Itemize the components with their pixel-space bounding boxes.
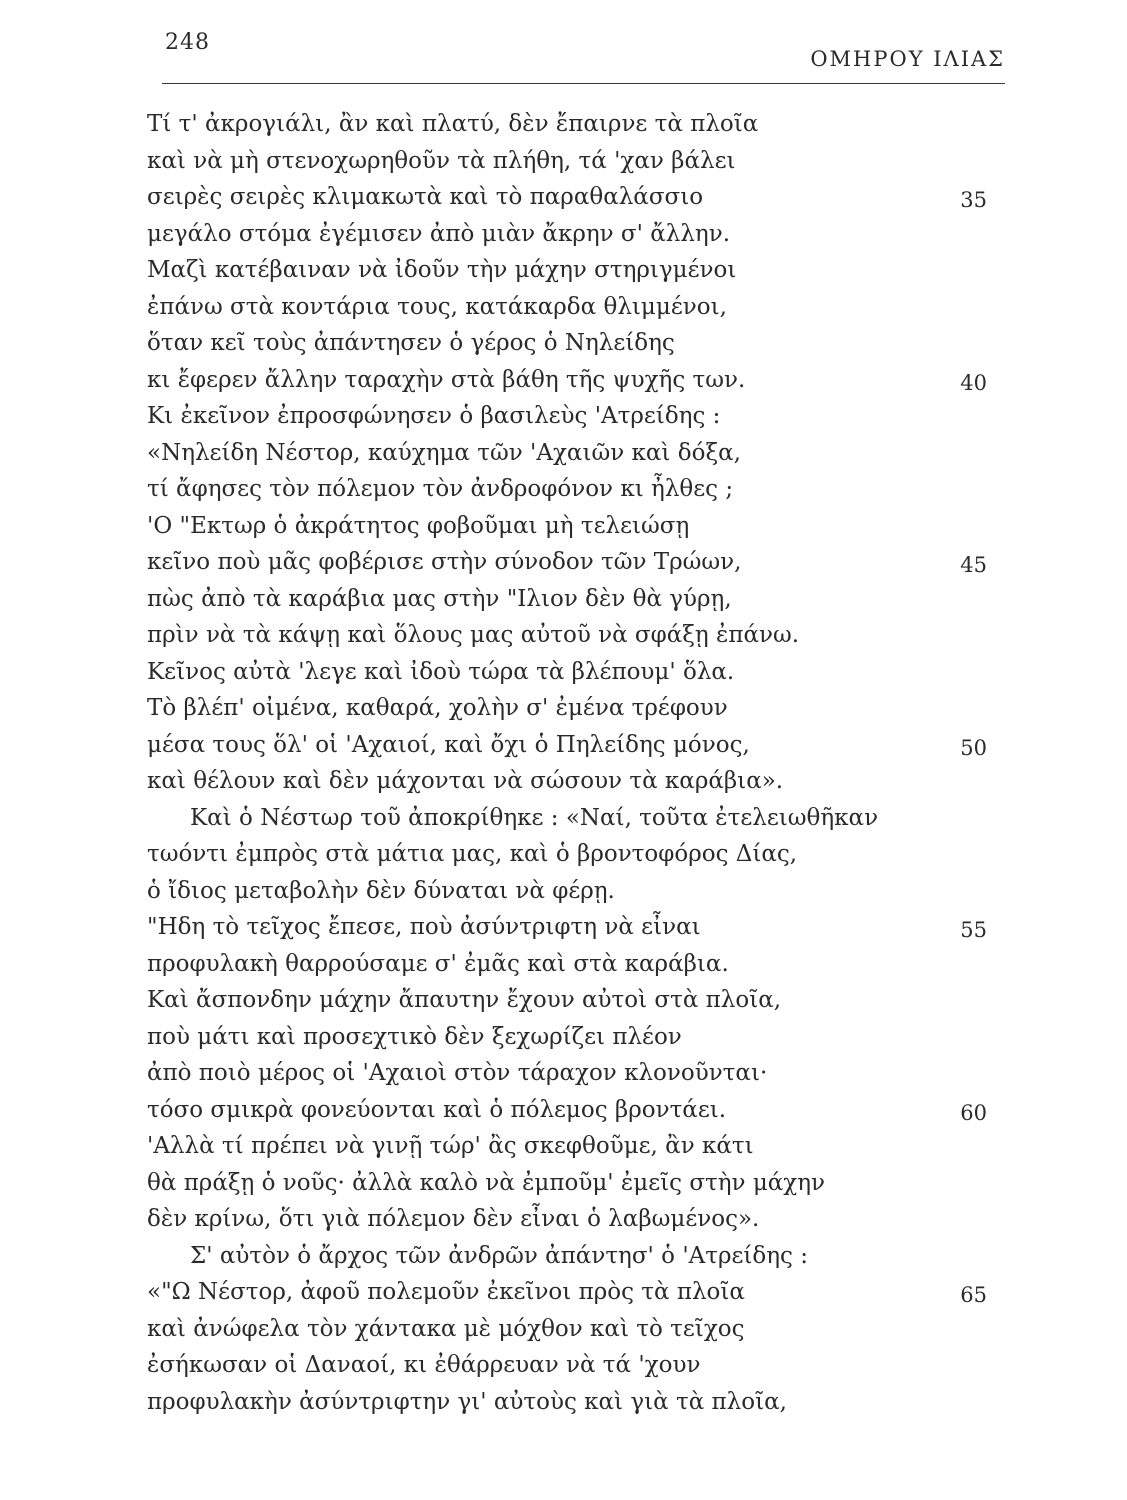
poem-line: [0, 324, 1127, 361]
verse-text: Μαζὶ κατέβαιναν νὰ ἰδοῦν τὴν μάχην στηριγμένοι: [147, 257, 737, 283]
poem-line: [0, 1237, 1127, 1274]
verse-text: 'Ο "Εκτωρ ὁ ἀκράτητος φοβοῦμαι μὴ τελειώσῃ: [147, 512, 690, 539]
poem-line: [0, 1346, 1127, 1383]
verse-text: μέσα τους ὅλ' οἱ 'Αχαιοί, καὶ ὄχι ὁ Πηλείδης μόνος,: [147, 731, 750, 758]
verse-text: προφυλακὴ θαρρούσαμε σ' ἐμᾶς καὶ στὰ καράβια.: [147, 950, 729, 977]
verse-text: Καὶ ἄσπονδην μάχην ἄπαυτην ἔχουν αὐτοὶ στὰ πλοῖα,: [147, 987, 782, 1013]
poem-line: [0, 1054, 1127, 1091]
poem-line: [0, 689, 1127, 726]
verse-text: Τί τ' ἀκρογιάλι, ἂν καὶ πλατύ, δὲν ἔπαιρνε τὰ πλοῖα: [147, 111, 759, 137]
verse-text: Τὸ βλέπ' οἰμένα, καθαρά, χολὴν σ' ἐμένα τρέφουν: [147, 695, 728, 721]
poem-line: [0, 1091, 1127, 1128]
verse-text: ποὺ μάτι καὶ προσεχτικὸ δὲν ξεχωρίζει πλέον: [147, 1023, 682, 1050]
poem-line: [0, 1273, 1127, 1310]
verse-text: κι ἔφερεν ἄλλην ταραχὴν στὰ βάθη τῆς ψυχῆς των.: [147, 366, 746, 393]
verse-text: καὶ ἀνώφελα τὸν χάντακα μὲ μόχθον καὶ τὸ τεῖχος: [147, 1315, 745, 1342]
line-number: 65: [960, 1283, 987, 1307]
poem-line: [0, 762, 1127, 799]
poem-line: [0, 288, 1127, 325]
poem-line: [0, 470, 1127, 507]
verse-text: ἀπὸ ποιὸ μέρος οἱ 'Αχαιοὶ στὸν τάραχον κλονοῦνται·: [147, 1060, 768, 1086]
poem-line: [0, 835, 1127, 872]
poem-line: [0, 397, 1127, 434]
poem-line: [0, 908, 1127, 945]
poem-line: [0, 361, 1127, 398]
verse-text: ἐπάνω στὰ κοντάρια τους, κατάκαρδα θλιμμένοι,: [147, 293, 727, 320]
running-title: ΟΜΗΡΟΥ ΙΛΙΑΣ: [810, 47, 1005, 71]
poem-line: [0, 653, 1127, 690]
verse-text: πρὶν νὰ τὰ κάψῃ καὶ ὅλους μας αὐτοῦ νὰ σφάξῃ ἐπάνω.: [147, 622, 800, 648]
verse-text: θὰ πράξῃ ὁ νοῦς· ἀλλὰ καλὸ νὰ ἐμποῦμ' ἐμεῖς στὴν μάχην: [147, 1169, 825, 1196]
line-number: 35: [960, 188, 987, 212]
verse-text: μεγάλο στόμα ἐγέμισεν ἀπὸ μιὰν ἄκρην σ' ἄλλην.: [147, 220, 731, 247]
page-header: [0, 0, 1127, 90]
poem-line: [0, 1383, 1127, 1420]
poem-line: [0, 726, 1127, 763]
poem-line: [0, 507, 1127, 544]
poem-line: [0, 580, 1127, 617]
line-number: 55: [960, 918, 987, 942]
poem-line: [0, 616, 1127, 653]
poem-line: [0, 251, 1127, 288]
verse-text: προφυλακὴν ἀσύντριφτην γι' αὐτοὺς καὶ γιὰ τὰ πλοῖα,: [147, 1388, 787, 1415]
verse-text: «Νηλείδη Νέστορ, καύχημα τῶν 'Αχαιῶν καὶ δόξα,: [147, 439, 741, 466]
verse-text: "Ηδη τὸ τεῖχος ἔπεσε, ποὺ ἀσύντριφτη νὰ εἶναι: [147, 914, 701, 940]
poem-line: [0, 945, 1127, 982]
poem-text: [0, 105, 1127, 1419]
poem-line: [0, 1018, 1127, 1055]
line-number: 60: [960, 1100, 987, 1125]
poem-line: [0, 1200, 1127, 1237]
verse-text: καὶ νὰ μὴ στενοχωρηθοῦν τὰ πλήθη, τά 'χαν βάλει: [147, 147, 736, 174]
verse-text: ὁ ἴδιος μεταβολὴν δὲν δύναται νὰ φέρῃ.: [147, 877, 615, 904]
page-number: 248: [165, 30, 210, 55]
poem-line: [0, 215, 1127, 252]
verse-text: κεῖνο ποὺ μᾶς φοβέρισε στὴν σύνοδον τῶν Τρώων,: [147, 549, 742, 575]
verse-text: σειρὲς σειρὲς κλιμακωτὰ καὶ τὸ παραθαλάσσιο: [147, 184, 704, 210]
poem-line: [0, 105, 1127, 142]
poem-line: [0, 434, 1127, 471]
poem-line: [0, 178, 1127, 215]
verse-text: Σ' αὐτὸν ὁ ἄρχος τῶν ἀνδρῶν ἀπάντησ' ὁ 'Ατρείδης :: [190, 1242, 809, 1269]
verse-text: ὅταν κεῖ τοὺς ἀπάντησεν ὁ γέρος ὁ Νηλείδης: [147, 330, 675, 356]
verse-text: δὲν κρίνω, ὅτι γιὰ πόλεμον δὲν εἶναι ὁ λαβωμένος».: [147, 1206, 760, 1232]
header-rule: [162, 83, 1005, 84]
poem-line: [0, 799, 1127, 836]
poem-line: [0, 1164, 1127, 1201]
verse-text: τί ἄφησες τὸν πόλεμον τὸν ἀνδροφόνον κι ἦλθες ;: [147, 476, 734, 502]
verse-text: τωόντι ἐμπρὸς στὰ μάτια μας, καὶ ὁ βροντοφόρος Δίας,: [147, 841, 798, 867]
verse-text: «"Ω Νέστορ, ἀφοῦ πολεμοῦν ἐκεῖνοι πρὸς τὰ πλοῖα: [147, 1279, 745, 1305]
poem-line: [0, 981, 1127, 1018]
poem-line: [0, 142, 1127, 179]
verse-text: ἐσήκωσαν οἱ Δαναοί, κι ἐθάρρευαν νὰ τά 'χουν: [147, 1352, 701, 1378]
poem-line: [0, 543, 1127, 580]
verse-text: Κι ἐκεῖνον ἐπροσφώνησεν ὁ βασιλεὺς 'Ατρείδης :: [147, 403, 721, 429]
poem-line: [0, 872, 1127, 909]
verse-text: 'Αλλὰ τί πρέπει νὰ γινῇ τώρ' ἂς σκεφθοῦμε, ἂν κάτι: [147, 1133, 754, 1159]
line-number: 50: [960, 735, 987, 760]
poem-line: [0, 1310, 1127, 1347]
verse-text: τόσο σμικρὰ φονεύονται καὶ ὁ πόλεμος βροντάει.: [147, 1096, 727, 1123]
verse-text: Καὶ ὁ Νέστωρ τοῦ ἀποκρίθηκε : «Ναί, τοῦτα ἐτελειωθῆκαν: [190, 804, 879, 831]
line-number: 40: [960, 370, 987, 395]
line-number: 45: [960, 553, 987, 577]
verse-text: καὶ θέλουν καὶ δὲν μάχονται νὰ σώσουν τὰ καράβια».: [147, 768, 784, 794]
verse-text: Κεῖνος αὐτὰ 'λεγε καὶ ἰδοὺ τώρα τὰ βλέπουμ' ὅλα.: [147, 658, 735, 685]
poem-line: [0, 1127, 1127, 1164]
verse-text: πὼς ἀπὸ τὰ καράβια μας στὴν "Ιλιον δὲν θὰ γύρῃ,: [147, 585, 732, 612]
